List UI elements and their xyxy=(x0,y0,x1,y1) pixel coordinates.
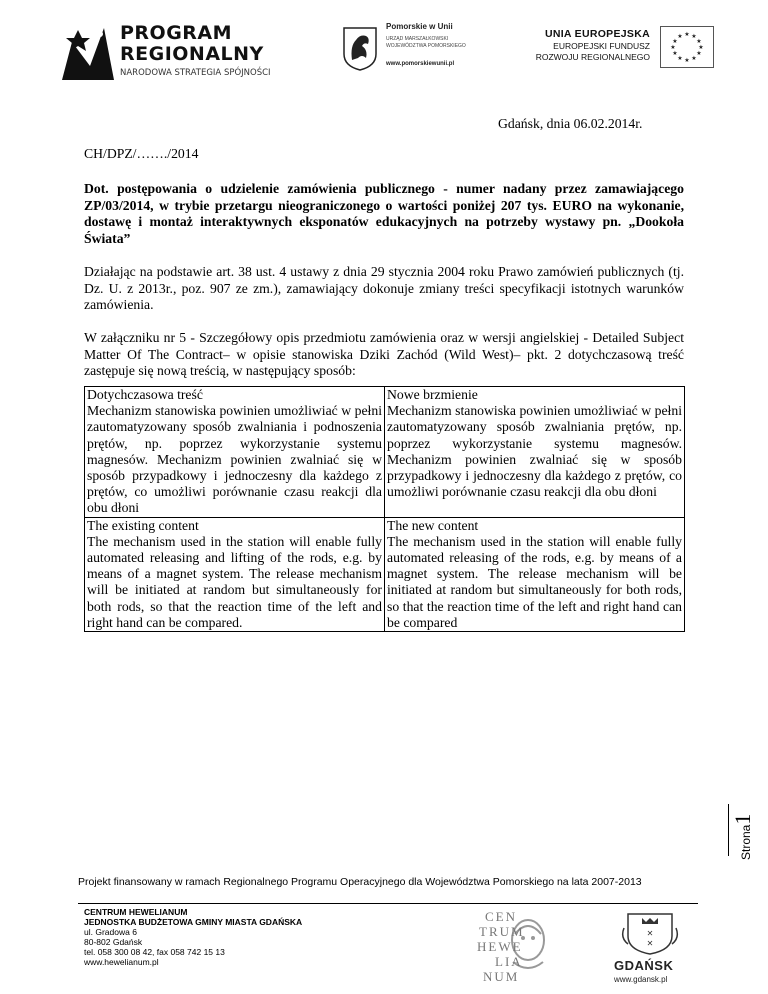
pl-new-text: Mechanizm stanowiska powinien umożliwiać w pełni zautomatyzowany sposób zwalniania prętów, np. poprzez wykorzystanie systemu magnesów. Mechanizm powinien zwalniać się w sposób przypadkowy i jednoczesny dla każdego z prętów, co umożliwi porównanie czasu reakcji dla obu dłoni xyxy=(387,403,682,500)
table-cell-en-old xyxy=(85,517,385,631)
org-city: 80-802 Gdańsk xyxy=(84,937,143,947)
org-name: CENTRUM HEWELIANUM xyxy=(84,907,188,917)
svg-text:★: ★ xyxy=(677,55,683,62)
logo-letters-4: LIA xyxy=(495,954,523,969)
eu-flag-icon xyxy=(660,26,714,68)
paragraph-attachment-change: W załączniku nr 5 - Szczegółowy opis przedmiotu zamówienia oraz w wersji angielskiej - Detailed Subject Matter Of The Contract– w opisie stanowiska Dziki Zachód (Wild West)– pkt. 2 dotychczasową treść zastępuje się nową treścią, w następujący sposób: xyxy=(84,330,684,378)
paragraph-legal-basis: Działając na podstawie art. 38 ust. 4 ustawy z dnia 29 stycznia 2004 roku Prawo zamówień publicznych (tj. Dz. U. z 2013r., poz. 907 ze zm.), zamawiający dokonuje zmiany treści specyfikacji istotnych warunków zamówienia. xyxy=(84,264,684,312)
gdansk-crest-icon xyxy=(620,908,680,956)
table-row xyxy=(85,517,685,631)
pomorskie-line-2: WOJEWÓDZTWA POMORSKIEGO xyxy=(386,43,466,49)
page-number-label xyxy=(730,808,768,858)
page-word: Strona xyxy=(739,824,753,860)
svg-text:★: ★ xyxy=(684,31,690,38)
org-www: www.hewelianum.pl xyxy=(84,957,159,967)
table-cell-pl-new xyxy=(385,387,685,518)
program-regionalny-logo xyxy=(60,22,275,84)
svg-text:★: ★ xyxy=(691,55,697,62)
footer-funding-note: Projekt finansowany w ramach Regionalnego Programu Operacyjnego dla Województwa Pomorskiego na lata 2007-2013 xyxy=(78,876,642,888)
table-row xyxy=(85,387,685,518)
pomorskie-logo xyxy=(340,22,466,74)
footer-divider xyxy=(78,903,698,904)
pl-old-header: Dotychczasowa treść xyxy=(87,387,203,402)
org-street: ul. Gradowa 6 xyxy=(84,927,137,937)
pl-new-header: Nowe brzmienie xyxy=(387,387,478,402)
centrum-hewelianum-logo xyxy=(465,908,585,988)
logo-letters-3: HEWE xyxy=(477,939,523,954)
program-line-1: PROGRAM xyxy=(120,22,233,44)
table-cell-en-new xyxy=(385,517,685,631)
en-old-text: The mechanism used in the station will enable fully automated releasing and lifting of the rods, e.g. by means of a magnet system. The release mechanism will be initiated at random but simultaneously for both rods, so that the reaction time of the left and right hand can be compared. xyxy=(87,533,382,630)
gdansk-www: www.gdansk.pl xyxy=(614,975,668,984)
logo-letters-2: TRUM xyxy=(479,924,525,939)
org-phone: tel. 058 300 08 42, fax 058 742 15 13 xyxy=(84,947,225,957)
logo-letters-1: CEN xyxy=(485,909,517,924)
letter-subject: Dot. postępowania o udzielenie zamówienia publicznego - numer nadany przez zamawiającego ZP/03/2014, w trybie przetargu nieograniczonego o wartości poniżej 207 tys. EURO na wykonanie, dostawę i montaż interaktywnych eksponatów edukacyjnych na potrzeby wystawy pn. „Dookoła Świata” xyxy=(84,181,684,246)
pomorskie-title: Pomorskie w Unii xyxy=(386,22,453,31)
page-label-divider xyxy=(728,804,729,856)
eu-line-1: UNIA EUROPEJSKA xyxy=(544,28,650,40)
svg-text:✕: ✕ xyxy=(646,939,654,948)
pomorskie-www: www.pomorskiewunii.pl xyxy=(386,61,455,67)
svg-text:★: ★ xyxy=(691,33,697,40)
griffin-crest-icon xyxy=(340,24,380,72)
eu-line-2: EUROPEJSKI FUNDUSZ xyxy=(553,41,650,51)
gdansk-word: GDAŃSK xyxy=(614,958,674,973)
pl-old-text: Mechanizm stanowiska powinien umożliwiać w pełni zautomatyzowany sposób zwalniania i podnoszenia prętów, np. poprzez wykorzystanie systemu magnesów. Mechanizm powinien zwalniać się w sposób przypadkowy i jednoczesny dla każdego z prętów, co umożliwi porównanie czasu reakcji dla obu dłoni xyxy=(87,403,382,516)
program-regionalny-emblem-icon xyxy=(60,22,116,82)
logo-letters-5: NUM xyxy=(483,969,520,984)
org-subtitle: JEDNOSTKA BUDŻETOWA GMINY MIASTA GDAŃSKA xyxy=(84,917,303,927)
footer-address xyxy=(84,907,302,967)
eu-line-3: ROZWOJU REGIONALNEGO xyxy=(535,52,650,62)
program-line-2: REGIONALNY xyxy=(120,43,264,65)
en-new-text: The mechanism used in the station will enable fully automated releasing of the rods, e.g. by means of a magnet system. The release mechanism will be initiated at random but simultaneously for both rods, so that the reaction time of the left and right hand can be compared xyxy=(387,533,682,630)
svg-text:✕: ✕ xyxy=(646,929,654,938)
svg-text:★: ★ xyxy=(696,50,702,57)
table-cell-pl-old xyxy=(85,387,385,518)
page-number: 1 xyxy=(730,813,755,825)
svg-text:★: ★ xyxy=(696,38,702,45)
program-line-3: NARODOWA STRATEGIA SPÓJNOŚCI xyxy=(120,68,271,78)
svg-text:★: ★ xyxy=(677,33,683,40)
pomorskie-line-1: URZĄD MARSZAŁKOWSKI xyxy=(386,36,449,42)
svg-text:★: ★ xyxy=(670,44,676,51)
gdansk-logo xyxy=(610,908,700,988)
letter-reference: CH/DPZ/……./2014 xyxy=(84,146,199,161)
svg-text:★: ★ xyxy=(698,44,704,51)
letter-date: Gdańsk, dnia 06.02.2014r. xyxy=(498,116,643,131)
changes-table xyxy=(84,386,685,632)
svg-text:★: ★ xyxy=(672,50,678,57)
en-new-header: The new content xyxy=(387,517,479,533)
svg-text:★: ★ xyxy=(684,57,690,64)
eu-fund-text xyxy=(536,28,650,62)
en-old-header: The existing content xyxy=(87,517,199,533)
svg-text:★: ★ xyxy=(672,38,678,45)
